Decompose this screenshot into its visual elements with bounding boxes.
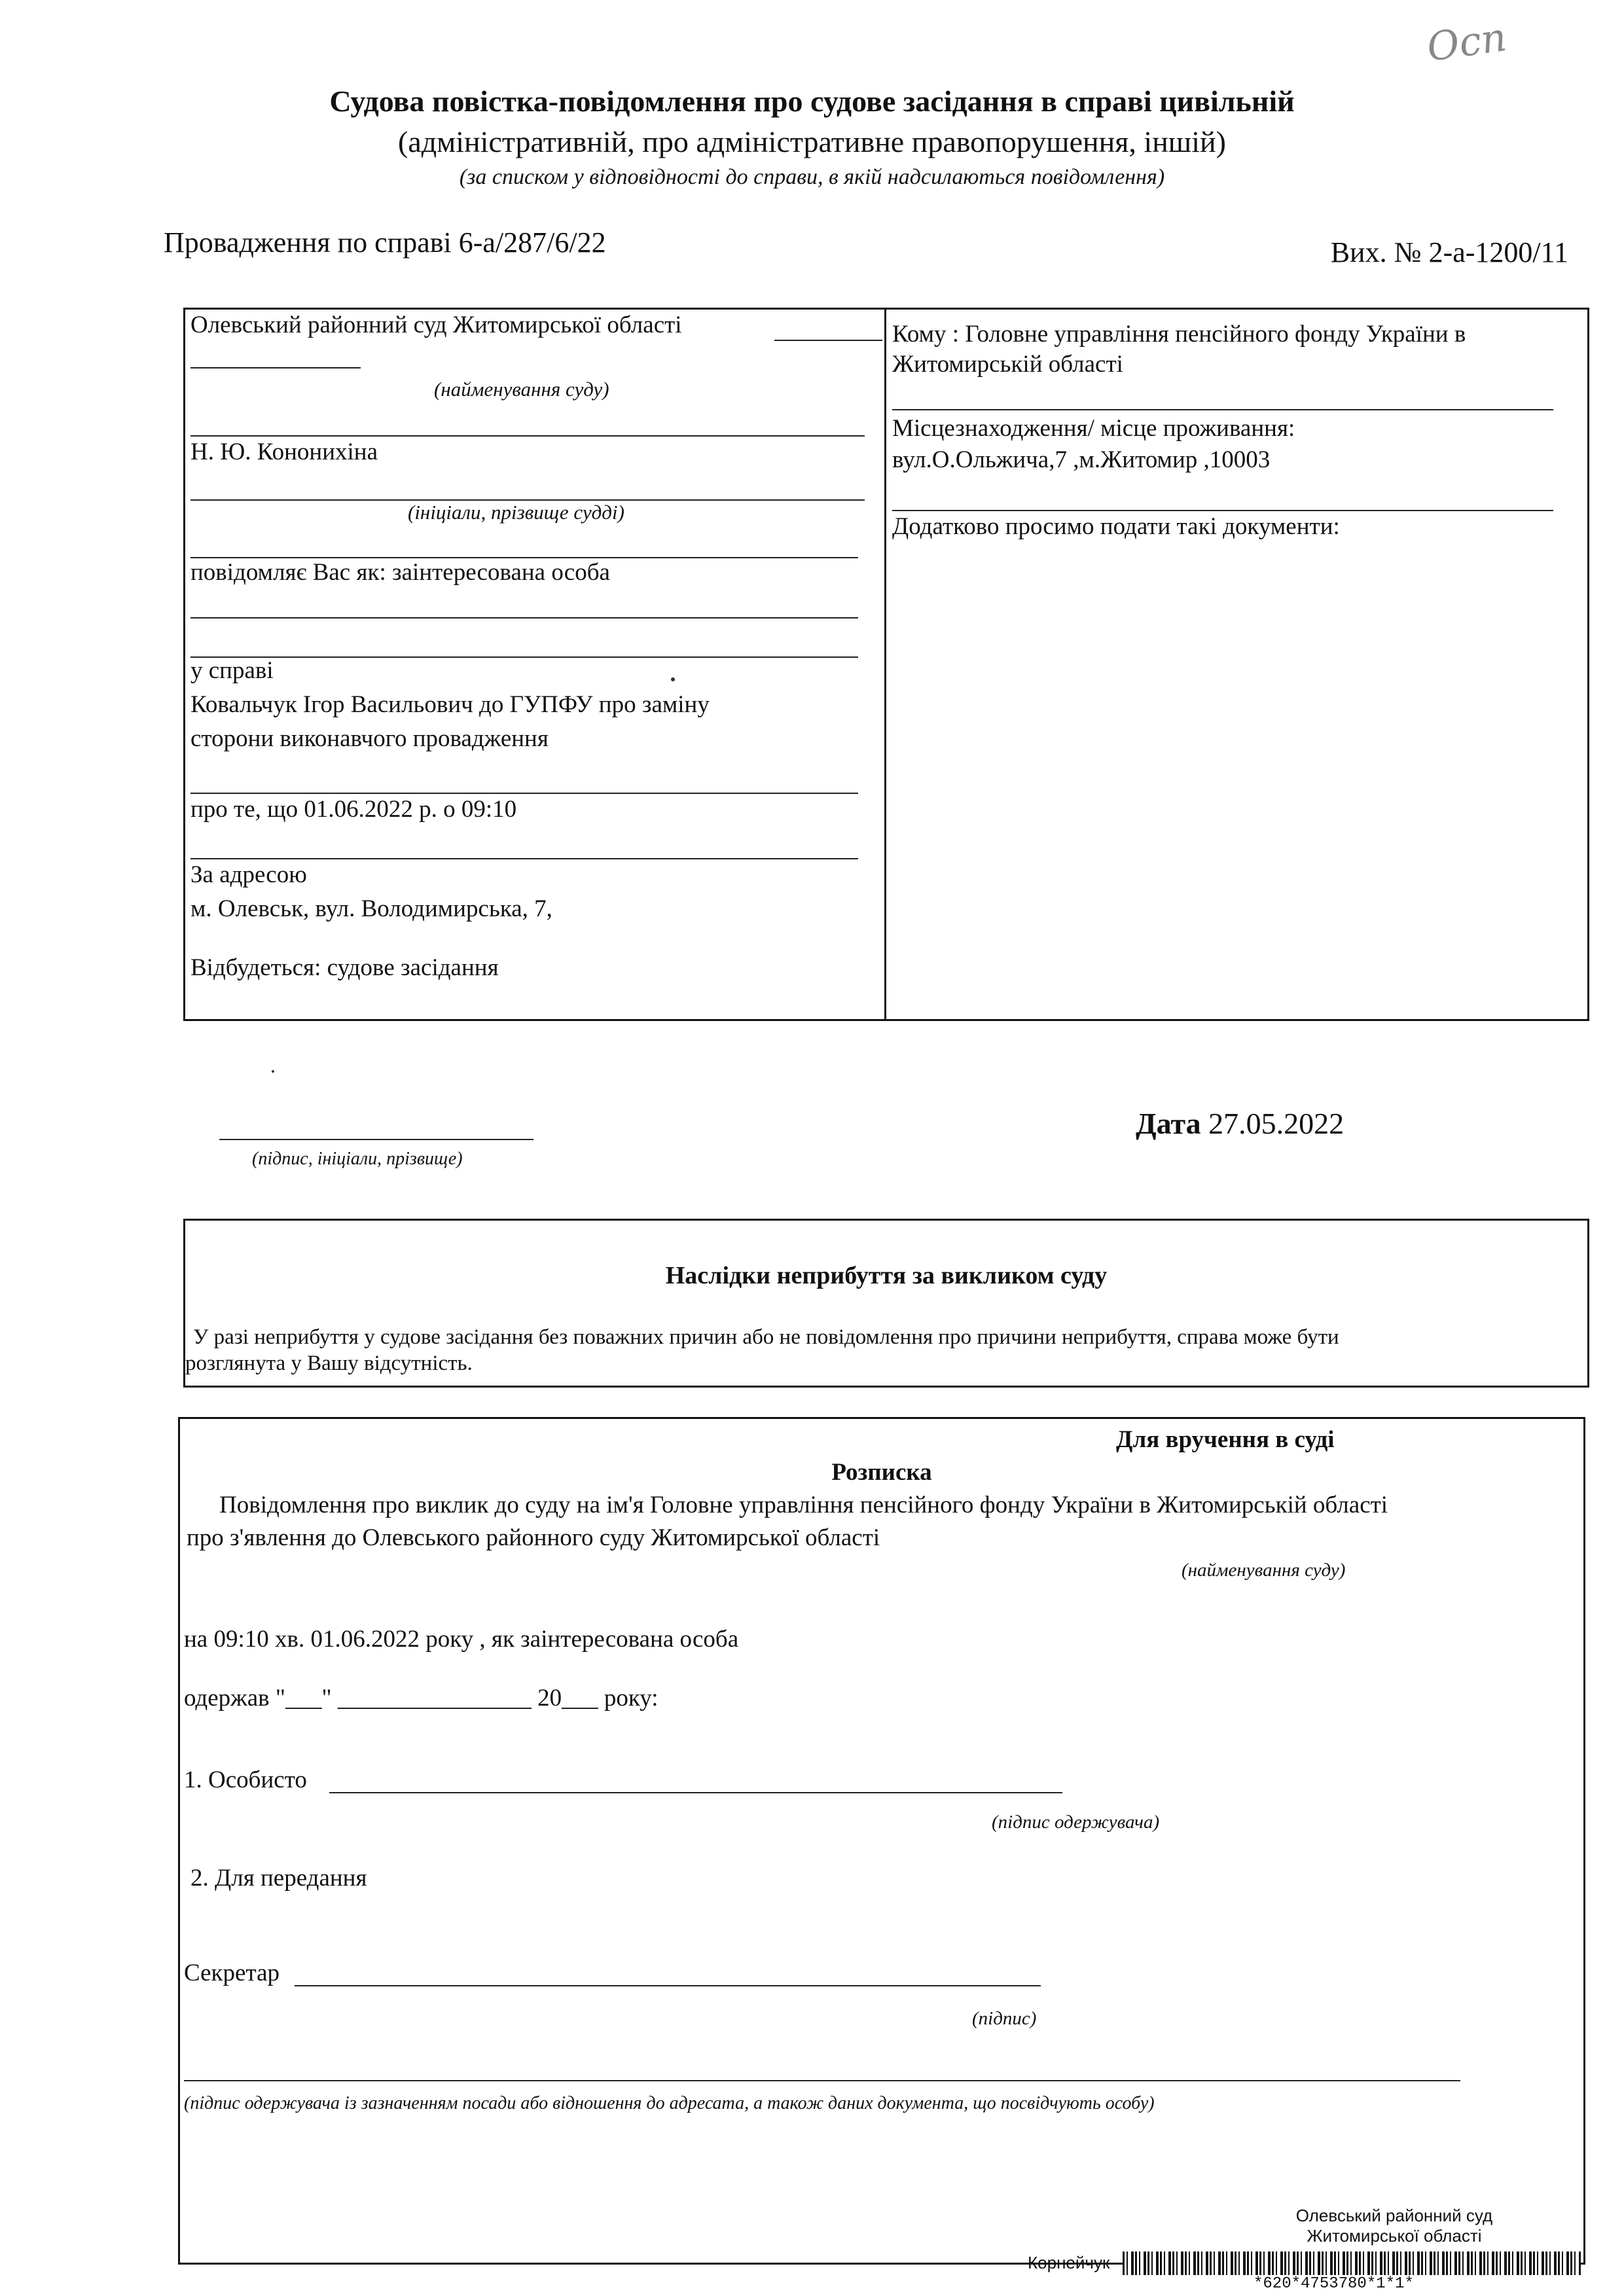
hearing-address: м. Олевськ, вул. Володимирська, 7,: [190, 895, 552, 922]
scan-dot: [671, 677, 675, 681]
scan-dot: [272, 1070, 274, 1073]
received-line: одержав "___" ________________ 20___ року:: [184, 1685, 659, 1712]
for-transfer-label: 2. Для передання: [190, 1865, 367, 1892]
court-line-2: [190, 367, 361, 368]
divider-line: [190, 793, 858, 794]
case-number: Провадження по справі 6-а/287/6/22: [164, 226, 606, 259]
divider-line: [892, 409, 1553, 410]
recipient-sig-caption: (підпис одержувача): [992, 1812, 1160, 1833]
consequences-text-2: розглянута у Вашу відсутність.: [185, 1352, 473, 1375]
document-title: Судова повістка-повідомлення про судове засідання в справі цивільній: [329, 84, 1295, 118]
case-subject: сторони виконавчого провадження: [190, 725, 549, 752]
divider-line: [190, 435, 865, 437]
judge-caption: (ініціали, прізвище судді): [408, 501, 624, 524]
consequences-box: [183, 1219, 1589, 1388]
consequences-title: Наслідки неприбуття за викликом суду: [665, 1262, 1108, 1289]
divider-line: [190, 617, 858, 619]
in-case-label: у справі: [190, 657, 274, 684]
secretary-label: Секретар: [184, 1960, 280, 1986]
secretary-line: [295, 1985, 1041, 1986]
personally-label: 1. Особисто: [184, 1767, 307, 1793]
receipt-line2: про з'явлення до Олевського районного суду Житомирської області: [187, 1524, 880, 1551]
date-label: Дата: [1136, 1107, 1201, 1140]
secretary-sig-caption: (підпис): [972, 2008, 1037, 2029]
case-parties: Ковальчук Ігор Васильович до ГУПФУ про заміну: [190, 691, 710, 718]
column-divider: [884, 310, 886, 1019]
receipt-line1: Повідомлення про виклик до суду на ім'я Головне управління пенсійного фонду України в Житомирській області: [219, 1492, 1388, 1518]
recipient-line1: Кому : Головне управління пенсійного фонду України в: [892, 321, 1466, 348]
receipt-title: Розписка: [831, 1459, 932, 1486]
event-type: Відбудеться: судове засідання: [190, 954, 499, 981]
divider-line: [892, 510, 1553, 511]
divider-line: [190, 858, 858, 859]
signature-line: [219, 1139, 533, 1140]
judge-name: Н. Ю. Кононихіна: [190, 439, 378, 465]
document-subtitle: (адміністративній, про адміністративне правопорушення, іншій): [398, 125, 1226, 158]
receipt-box: [178, 1417, 1585, 2265]
location-label: Місцезнаходження/ місце проживання:: [892, 415, 1295, 442]
additional-docs: Додатково просимо подати такі документи:: [892, 513, 1340, 540]
outgoing-number: Вих. № 2-а-1200/11: [1330, 236, 1568, 268]
clerk-name: Корнейчук: [1028, 2253, 1110, 2272]
summons-box: [183, 308, 1589, 1021]
divider-line: [190, 656, 858, 658]
receipt-time: на 09:10 хв. 01.06.2022 року , як заінтересована особа: [184, 1626, 739, 1653]
court-line: [774, 340, 882, 341]
consequences-text-1: У разі неприбуття у судове засідання без поважних причин або не повідомлення про причини неприбуття, справа може бути: [193, 1325, 1339, 1349]
barcode-text: *620*4753780*1*1*: [1254, 2275, 1414, 2293]
document-note: (за списком у відповідності до справи, в якій надсилаються повідомлення): [459, 165, 1165, 189]
signature-caption: (підпис, ініціали, прізвище): [252, 1149, 463, 1169]
court-name: Олевський районний суд Житомирської області: [190, 312, 682, 338]
court-caption: (найменування суду): [434, 378, 609, 401]
stamp-line1: Олевський районний суд: [1295, 2206, 1493, 2225]
handwritten-note: Осп: [1424, 14, 1509, 71]
location-value: вул.О.Ольжича,7 ,м.Житомир ,10003: [892, 446, 1271, 473]
receipt-footer-caption: (підпис одержувача із зазначенням посади або відношення до адресата, а також даних документа, що посвідчують особу): [184, 2093, 1155, 2113]
personally-line: [329, 1792, 1062, 1793]
for-court-label: Для вручення в суді: [1116, 1426, 1335, 1453]
stamp-line2: Житомирської області: [1307, 2226, 1482, 2246]
date: [1136, 1106, 1344, 1141]
recipient-line2: Житомирській області: [892, 351, 1123, 378]
date-value: 27.05.2022: [1208, 1107, 1344, 1140]
hearing-datetime: про те, що 01.06.2022 р. о 09:10: [190, 796, 517, 823]
receipt-court-caption: (найменування суду): [1182, 1560, 1346, 1581]
address-label: За адресою: [190, 861, 307, 888]
notify-as: повідомляє Вас як: заінтересована особа: [190, 559, 610, 586]
barcode: [1123, 2251, 1581, 2275]
court-stamp: [1244, 2206, 1545, 2246]
bottom-line: [184, 2080, 1460, 2081]
